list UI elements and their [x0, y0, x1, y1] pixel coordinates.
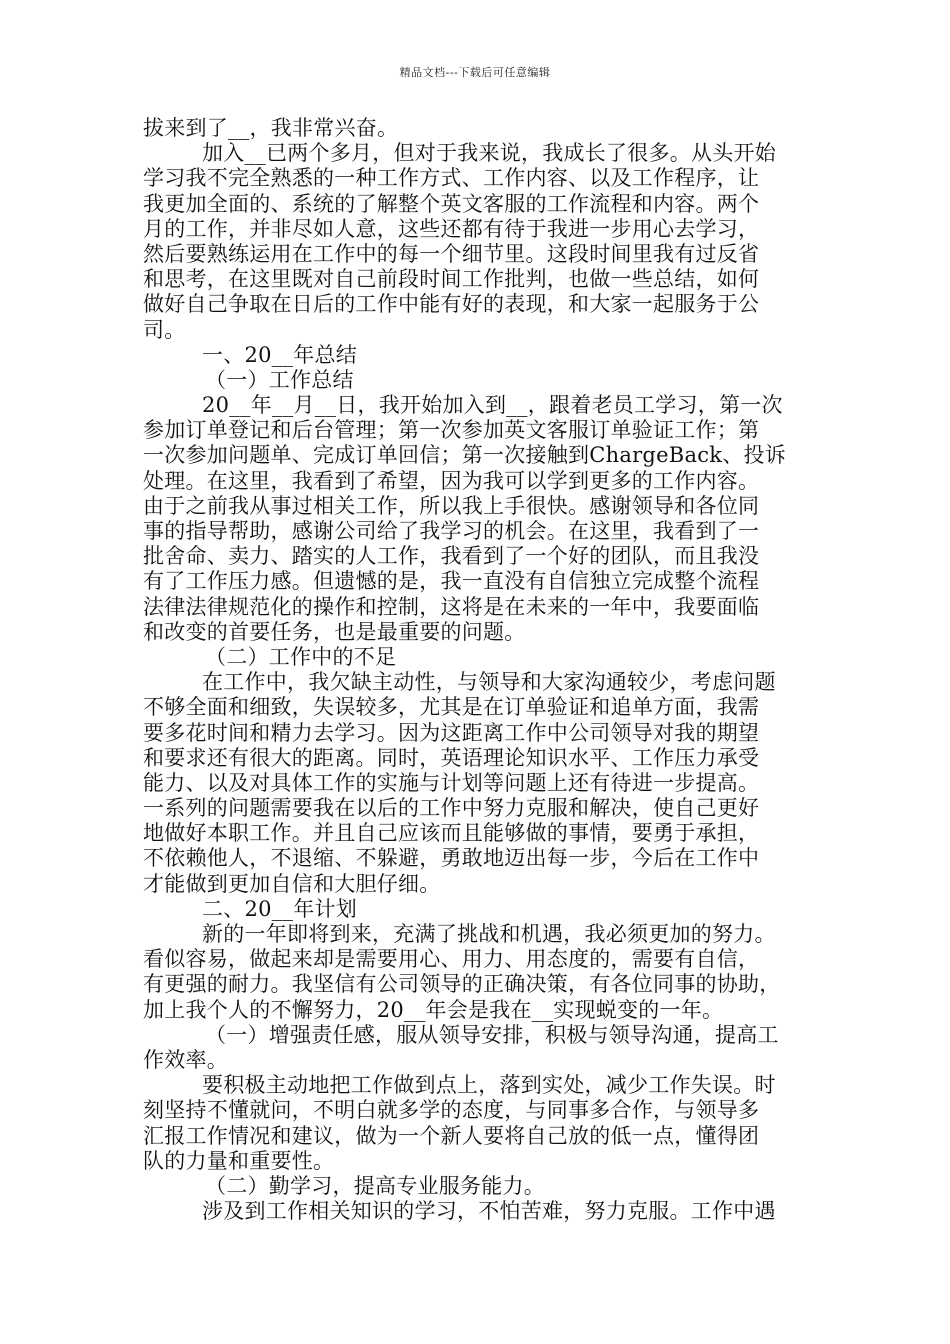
text-line: 和思考，在这里既对自己前段时间工作批判，也做一些总结，如何: [143, 267, 760, 292]
text-line: 队的力量和重要性。: [143, 1148, 335, 1173]
text-line: 由于之前我从事过相关工作，所以我上手很快。感谢领导和各位同: [143, 493, 760, 518]
text-line: 处理。在这里，我看到了希望，因为我可以学到更多的工作内容。: [143, 468, 760, 493]
subsection-heading: （二）勤学习，提高专业服务能力。: [205, 1173, 545, 1198]
text-line: 作效率。: [143, 1047, 228, 1072]
text-line: 学习我不完全熟悉的一种工作方式、工作内容、以及工作程序，让: [143, 166, 760, 191]
text-line: 不够全面和细致，失误较多，尤其是在订单验证和追单方面，我需: [143, 695, 760, 720]
text-line: 涉及到工作相关知识的学习，不怕苦难，努力克服。工作中遇: [202, 1199, 776, 1224]
text-line: 一次参加问题单、完成订单回信；第一次接触到ChargeBack、投诉: [143, 443, 786, 468]
text-line: 参加订单登记和后台管理；第一次参加英文客服订单验证工作；第: [143, 418, 760, 443]
subsection-heading: （二）工作中的不足: [205, 644, 397, 669]
text-line: 能力、以及对具体工作的实施与计划等问题上还有待进一步提高。: [143, 770, 760, 795]
text-line: 和要求还有很大的距离。同时，英语理论知识水平、工作压力承受: [143, 745, 760, 770]
subsection-heading: （一）增强责任感，服从领导安排，积极与领导沟通，提高工: [205, 1022, 779, 1047]
text-line: 不依赖他人，不退缩、不躲避，勇敢地迈出每一步，今后在工作中: [143, 846, 760, 871]
text-line: 和改变的首要任务，也是最重要的问题。: [143, 619, 526, 644]
subsection-heading: （一）工作总结: [205, 367, 354, 392]
text-line: 司。: [143, 317, 186, 342]
text-line: 新的一年即将到来，充满了挑战和机遇，我必须更加的努力。: [202, 922, 776, 946]
text-line: 在工作中，我欠缺主动性，与领导和大家沟通较少，考虑问题: [202, 670, 776, 695]
text-line: 有了工作压力感。但遗憾的是，我一直没有自信独立完成整个流程: [143, 569, 760, 594]
text-line: 月的工作，并非尽如人意，这些还都有待于我进一步用心去学习，: [143, 216, 760, 241]
text-line: 法律法律规范化的操作和控制，这将是在未来的一年中，我要面临: [143, 594, 760, 619]
section-heading: 一、20__年总结: [202, 342, 357, 367]
text-line: 看似容易，做起来却是需要用心、用力、用态度的，需要有自信，: [143, 947, 760, 972]
text-line: 刻坚持不懂就问，不明白就多学的态度，与同事多合作，与领导多: [143, 1098, 760, 1123]
text-line: 做好自己争取在日后的工作中能有好的表现，和大家一起服务于公: [143, 292, 760, 317]
text-line: 事的指导帮助，感谢公司给了我学习的机会。在这里，我看到了一: [143, 519, 760, 543]
text-line: 20__年__月__日，我开始加入到__，跟着老员工学习，第一次: [202, 393, 783, 418]
text-line: 加上我个人的不懈努力，20__年会是我在__实现蜕变的一年。: [143, 997, 724, 1022]
text-line: 我更加全面的、系统的了解整个英文客服的工作流程和内容。两个: [143, 191, 760, 216]
text-line: 汇报工作情况和建议，做为一个新人要将自己放的低一点，懂得团: [143, 1123, 760, 1148]
text-line: 要多花时间和精力去学习。因为这距离工作中公司领导对我的期望: [143, 720, 760, 745]
text-line: 才能做到更加自信和大胆仔细。: [143, 871, 441, 896]
text-line: 有更强的耐力。我坚信有公司领导的正确决策，有各位同事的协助，: [143, 972, 781, 997]
section-heading: 二、20__年计划: [202, 896, 357, 921]
text-line: 加入__已两个多月，但对于我来说，我成长了很多。从头开始: [202, 141, 776, 166]
text-line: 一系列的问题需要我在以后的工作中努力克服和解决，使自己更好: [143, 796, 760, 821]
text-line: 地做好本职工作。并且自己应该而且能够做的事情，要勇于承担，: [143, 821, 760, 846]
page-header: 精品文档---下载后可任意编辑: [399, 66, 551, 79]
text-line: 批舍命、卖力、踏实的人工作，我看到了一个好的团队，而且我没: [143, 544, 760, 569]
document-body: [143, 116, 811, 1224]
text-line: 要积极主动地把工作做到点上，落到实处，减少工作失误。时: [202, 1073, 776, 1098]
text-line: 然后要熟练运用在工作中的每一个细节里。这段时间里我有过反省: [143, 241, 760, 266]
text-line: 拔来到了__，我非常兴奋。: [143, 116, 399, 140]
